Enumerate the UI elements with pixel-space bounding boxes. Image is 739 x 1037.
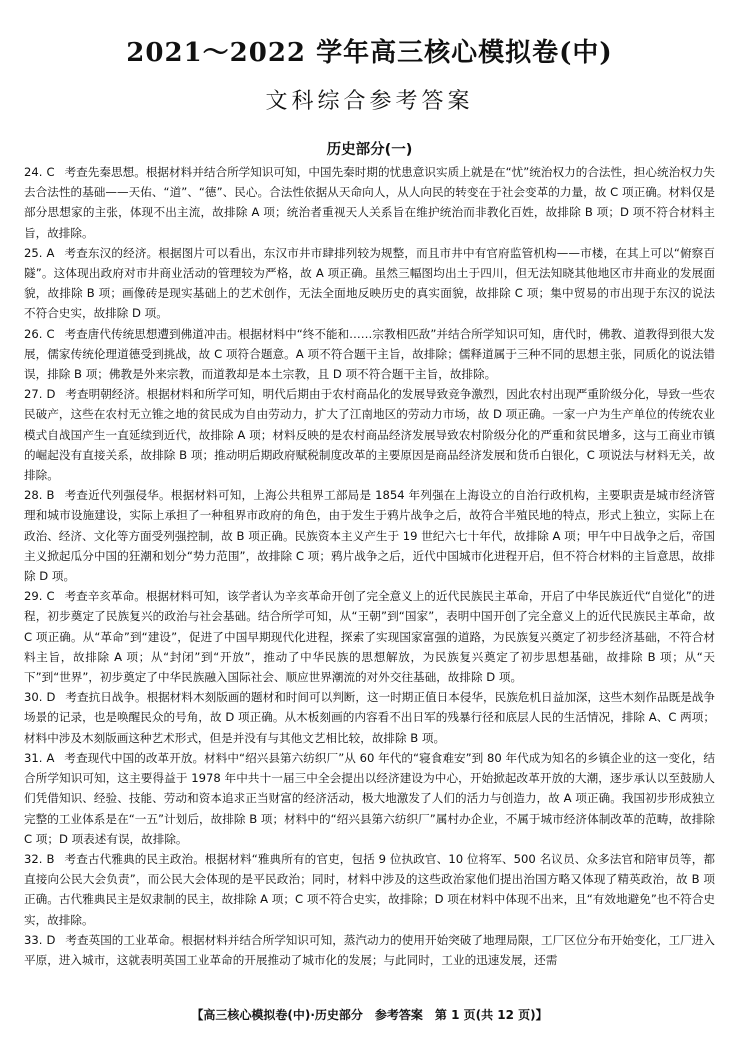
answer-key: C <box>46 165 55 179</box>
answer-number: 25. <box>24 245 43 260</box>
answer-key: A <box>46 750 55 765</box>
answer-number: 27. <box>24 387 43 402</box>
answer-key: C <box>46 326 55 341</box>
answer-list <box>24 162 715 970</box>
section-heading: 历史部分(一) <box>326 142 413 158</box>
answer-number: 28. <box>24 488 43 503</box>
answer-explanation: 考查现代中国的改革开放。材料中“绍兴县第六纺织厂”从 60 年代的“寝食难安”到 80 年代成为知名的乡镇企业的这一变化，结合所学知识可知，这主要得益于 1978 年中共十一届三中全会提出以经济建设为中心，开始掀起改革开放的大潮，逐步承认以至鼓励人们凭借知识、经验、技能、劳动和资本追求正当财富的经济活动，极大地激发了人们的活力与创造力，故 A 项正确。我国初步形成独立完整的工业体系是在“一五”计划后，故排除 B 项；材料中的“绍兴县第六纺织厂”属村办企业，不属于城市经济体制改革的范畴，故排除 C 项；D 项表述有误，故排除。 <box>24 750 715 846</box>
answer-explanation: 考查古代雅典的民主政治。根据材料“雅典所有的官吏，包括 9 位执政官、10 位将军、500 名议员、众多法官和陪审员等，都直接向公民大会负责”，而公民大会体现的是平民政治；同时，材料中涉及的这些政治家他们提出治国方略又体现了精英政治，故 B 项正确。古代雅典民主是奴隶制的民主，故排除 A 项；C 项不符合史实，故排除；D 项在材料中体现不出来，且“有效地避免”也不符合史实，故排除。 <box>24 851 715 927</box>
answer-key: B <box>46 851 55 866</box>
answer-number: 32. <box>24 851 43 866</box>
answer-explanation: 考查辛亥革命。根据材料可知，该学者认为辛亥革命开创了完全意义上的近代民族民主革命，开启了中华民族近代“自觉化”的进程，初步奠定了民族复兴的政治与社会基础。结合所学可知，从“王朝”到“国家”，表明中国开创了完全意义上的近代民族民主革命，故 C 项正确。从“革命”到“建设”，促进了中国早期现代化进程，探索了实现国家富强的道路，为民族复兴奠定了初步经济基础，不符合材料主旨，故排除 A 项；从“封闭”到“开放”，推动了中华民族的思想解放，为民族复兴奠定了初步思想基础，故排除 B 项；从“天下”到“世界”，初步奠定了中华民族融入国际社会、顺应世界潮流的对外交往基础，故排除 D 项。 <box>24 589 715 685</box>
answer-explanation: 考查先秦思想。根据材料并结合所学知识可知，中国先秦时期的忧患意识实质上就是在“忧”统治权力的合法性，担心统治权力失去合法性的基础——天佑、“道”、“德”、民心。合法性依据从天命向人，从人向民的转变在于社会变革的力量，故 C 项正确。材料仅是部分思想家的主张，体现不出主流，故排除 A 项；统治者重视天人关系旨在维护统治而非教化百姓，故排除 B 项；D 项不符合材料主旨，故排除。 <box>24 165 715 240</box>
answer-item-27 <box>24 384 715 485</box>
answer-item-30 <box>24 687 715 748</box>
answer-number: 30. <box>24 690 43 705</box>
answer-number: 26. <box>24 326 43 341</box>
answer-key: A <box>46 245 55 260</box>
answer-key: D <box>46 387 56 402</box>
answer-number: 29. <box>24 589 43 604</box>
answer-explanation: 考查明朝经济。根据材料和所学可知，明代后期由于农村商品化的发展导致竞争激烈，因此农村出现严重阶级分化，导致一些农民破产，这些在农村无立锥之地的贫民成为自由劳动力，扩大了江南地区的劳动力市场，故 D 项正确。一家一户为生产单位的传统农业模式自战国产生一直延续到近代，故排除 A 项；材料反映的是农村商品经济发展导致农村阶级分化的严重和贫民增多，这与工商业市镇的崛起没有直接关系，故排除 B 项；推动明后期政府赋税制度改革的主要原因是商品经济发展和货币白银化，C 项说法与材料无关，故排除。 <box>24 387 715 483</box>
answer-key: B <box>46 488 55 503</box>
answer-explanation: 考查唐代传统思想遭到佛道冲击。根据材料中“终不能和……宗教相匹敌”并结合所学知识可知，唐代时，佛教、道教得到很大发展，儒家传统伦理道德受到挑战，故 C 项符合题意。A 项不符合题干主旨，故排除；儒释道属于三种不同的思想主张，同质化的说法错误，排除 B 项；佛教是外来宗教，而道教却是本土宗教，且 D 项不符合题干主旨，故排除。 <box>24 326 715 382</box>
page-footer: 【高三核心模拟卷(中)·历史部分 参考答案 第 1 页(共 12 页)】 <box>191 1008 548 1022</box>
answer-item-28 <box>24 485 715 586</box>
page-title: 2021～2022 学年高三核心模拟卷(中) <box>126 38 613 68</box>
answer-item-29 <box>24 586 715 687</box>
answer-item-31 <box>24 748 715 849</box>
answer-item-33 <box>24 930 715 970</box>
answer-explanation: 考查英国的工业革命。根据材料并结合所学知识可知，蒸汽动力的使用开始突破了地理局限，工厂区位分布开始变化，工厂进入平原，进入城市，这就表明英国工业革命的开展推动了城市化的发展；与此同时，工业的迅速发展，还需 <box>24 932 715 967</box>
answer-item-25 <box>24 243 715 324</box>
answer-number: 31. <box>24 750 43 765</box>
answer-key: C <box>46 589 55 604</box>
answer-key: D <box>46 690 56 705</box>
answer-item-24 <box>24 162 715 243</box>
answer-explanation: 考查抗日战争。根据材料木刻版画的题材和时间可以判断，这一时期正值日本侵华，民族危机日益加深，这些木刻作品既是战争场景的记录，也是唤醒民众的号角，故 D 项正确。从木板刻画的内容看不出日军的残暴行径和底层人民的生活情况，排除 A、C 两项；材料中涉及木刻版画这种艺术形式，但是并没有与其他文艺相比较，故排除 B 项。 <box>24 690 715 745</box>
answer-item-26 <box>24 324 715 385</box>
answer-explanation: 考查东汉的经济。根据图片可以看出，东汉市井市肆排列较为规整，而且市井中有官府监管机构——市楼，在其上可以“俯察百隧”。这体现出政府对市井商业活动的管理较为严格，故 A 项正确。虽然三幅图均出土于四川，但无法知晓其他地区市井商业的发展面貌，故排除 B 项；画像砖是现实基础上的艺术创作，无法全面地反映历史的真实面貌，故排除 C 项；集中贸易的市出现于东汉的说法不符合史实，故排除 D 项。 <box>24 245 715 321</box>
page-subtitle: 文科综合参考答案 <box>265 89 474 114</box>
answer-number: 33. <box>24 932 43 947</box>
answer-number: 24. <box>24 165 43 179</box>
answer-key: D <box>46 932 56 947</box>
answer-item-32 <box>24 849 715 930</box>
answer-explanation: 考查近代列强侵华。根据材料可知，上海公共租界工部局是 1854 年列强在上海设立的自治行政机构，主要职责是城市经济管理和城市设施建设，实际上承担了一种租界市政府的角色，由于发生于鸦片战争之后，故符合半殖民地的特点，形式上独立，实际上在政治、经济、文化等方面受列强控制，故 B 项正确。民族资本主义产生于 19 世纪六七十年代，故排除 A 项；甲午中日战争之后，帝国主义掀起瓜分中国的狂潮和划分“势力范围”，故排除 C 项；鸦片战争之后，近代中国城市化进程开启，但不符合材料的主旨意思，故排除 D 项。 <box>24 488 715 584</box>
